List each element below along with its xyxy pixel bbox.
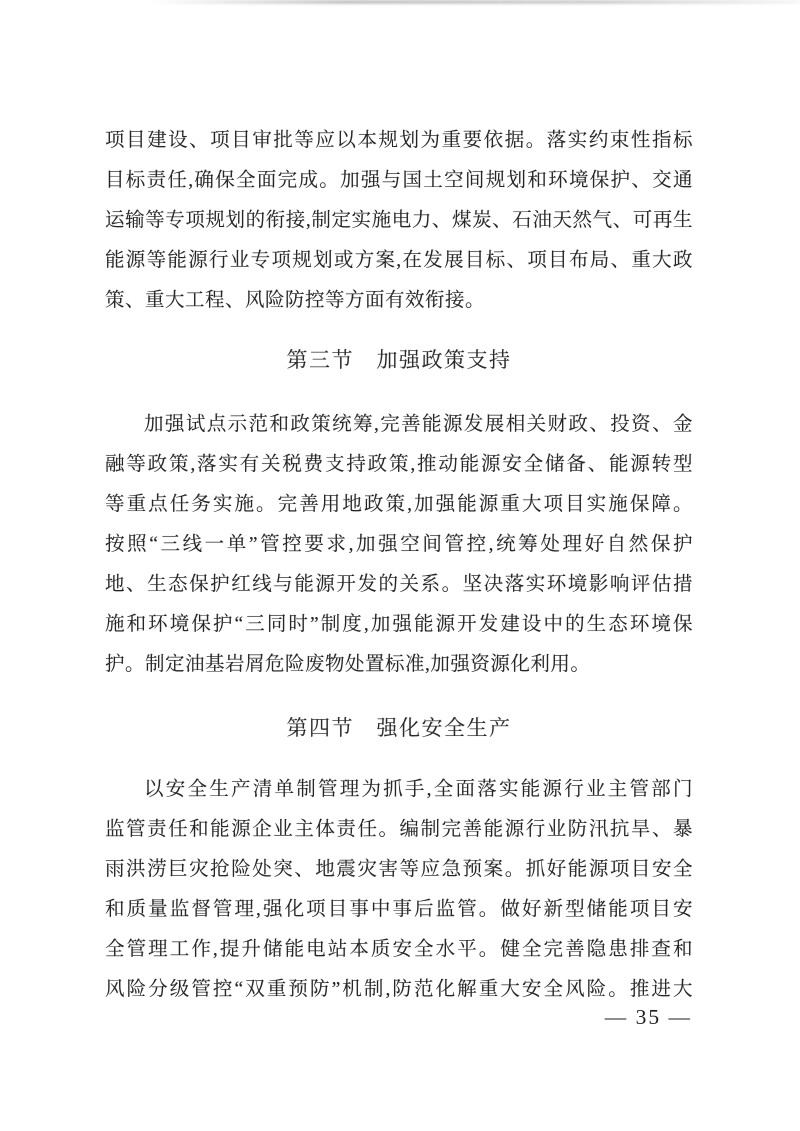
paragraph-line: 和质量监督管理,强化项目事中事后监管。做好新型储能项目安 (105, 899, 693, 920)
paragraph-line: 监管责任和能源企业主体责任。编制完善能源行业防汛抗旱、暴 (105, 819, 693, 840)
paragraph-line: 地、生态保护红线与能源开发的关系。坚决落实环境影响评估措 (105, 574, 693, 595)
paragraph-line: 策、重大工程、风险防控等方面有效衔接。 (105, 290, 486, 311)
paragraph-line: 施和环境保护“三同时”制度,加强能源开发建设中的生态环境保 (105, 614, 693, 635)
section-heading-policy-support: 第三节 加强政策支持 (286, 348, 512, 372)
paragraph-line: 护。制定油基岩屑危险废物处置标准,加强资源化利用。 (105, 654, 591, 675)
paragraph-implementation-basis (105, 121, 693, 321)
paragraph-line: 等重点任务实施。完善用地政策,加强能源重大项目实施保障。 (105, 494, 693, 515)
paragraph-safety-production (105, 770, 693, 1010)
paragraph-line: 融等政策,落实有关税费支持政策,推动能源安全储备、能源转型 (105, 454, 693, 475)
paragraph-line: 项目建设、项目审批等应以本规划为重要依据。落实约束性指标 (105, 130, 693, 151)
paragraph-line: 能源等能源行业专项规划或方案,在发展目标、项目布局、重大政 (105, 250, 693, 271)
paragraph-line: 雨洪涝巨灾抢险处突、地震灾害等应急预案。抓好能源项目安全 (105, 859, 693, 880)
paragraph-line: 风险分级管控“双重预防”机制,防范化解重大安全风险。推进大 (105, 979, 693, 1000)
page-number: — 35 — (604, 1005, 692, 1029)
paragraph-policy-support (105, 405, 693, 685)
section-heading-safety-production: 第四节 强化安全生产 (286, 716, 512, 740)
paragraph-line: 目标责任,确保全面完成。加强与国土空间规划和环境保护、交通 (105, 170, 693, 191)
paragraph-line: 加强试点示范和政策统筹,完善能源发展相关财政、投资、金 (144, 414, 693, 435)
paragraph-line: 全管理工作,提升储能电站本质安全水平。健全完善隐患排查和 (105, 939, 693, 960)
paragraph-line: 以安全生产清单制管理为抓手,全面落实能源行业主管部门 (144, 779, 693, 800)
scan-artifact (150, 0, 800, 4)
paragraph-line: 按照“三线一单”管控要求,加强空间管控,统筹处理好自然保护 (105, 534, 693, 555)
paragraph-line: 运输等专项规划的衔接,制定实施电力、煤炭、石油天然气、可再生 (105, 210, 693, 231)
